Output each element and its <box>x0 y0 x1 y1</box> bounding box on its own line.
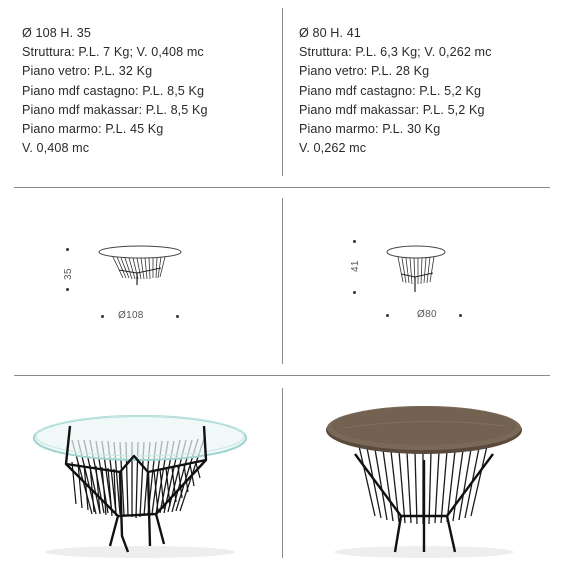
height-dimension-top-dot <box>353 240 356 243</box>
right-spec-structure: Struttura: P.L. 6,3 Kg; V. 0,262 mc <box>299 45 492 60</box>
left-spec-marble-top: Piano marmo: P.L. 45 Kg <box>22 122 164 137</box>
left-spec-glass-top: Piano vetro: P.L. 32 Kg <box>22 64 153 79</box>
wood-top-table-photo <box>283 376 564 564</box>
diameter-dimension-left-dot <box>101 315 104 318</box>
height-dimension-top-dot <box>66 248 69 251</box>
small-table-sketch <box>383 240 463 300</box>
right-spec-volume: V. 0,262 mc <box>299 141 367 156</box>
height-dimension-bottom-dot <box>353 291 356 294</box>
right-spec-makassar-top: Piano mdf makassar: P.L. 5,2 Kg <box>299 102 485 117</box>
right-spec-marble-top: Piano marmo: P.L. 30 Kg <box>299 122 441 137</box>
right-spec-glass-top: Piano vetro: P.L. 28 Kg <box>299 64 430 79</box>
left-spec-volume: V. 0,408 mc <box>22 141 90 156</box>
glass-top-table-photo <box>0 376 282 564</box>
diameter-dimension-right-dot <box>176 315 179 318</box>
top-horizontal-divider <box>14 187 550 188</box>
height-dimension-bottom-dot <box>66 288 69 291</box>
right-technical-drawing <box>283 190 564 374</box>
height-dimension-label: 41 <box>350 260 361 272</box>
right-spec-chestnut-top: Piano mdf castagno: P.L. 5,2 Kg <box>299 83 482 98</box>
small-table-sketch <box>95 240 195 290</box>
left-spec-structure: Struttura: P.L. 7 Kg; V. 0,408 mc <box>22 45 204 60</box>
left-spec-makassar-top: Piano mdf makassar: P.L. 8,5 Kg <box>22 102 208 117</box>
left-technical-drawing <box>0 190 282 374</box>
diameter-dimension-left-dot <box>386 314 389 317</box>
left-spec-chestnut-top: Piano mdf castagno: P.L. 8,5 Kg <box>22 83 205 98</box>
diameter-dimension-right-dot <box>459 314 462 317</box>
left-specs <box>22 24 208 158</box>
left-spec-dimensions: Ø 108 H. 35 <box>22 26 92 40</box>
diameter-dimension-label: Ø80 <box>417 309 437 320</box>
right-specs <box>299 24 492 158</box>
right-spec-dimensions: Ø 80 H. 41 <box>299 26 361 40</box>
diameter-dimension-label: Ø108 <box>118 310 144 321</box>
height-dimension-label: 35 <box>63 268 74 280</box>
top-vertical-divider <box>282 8 283 176</box>
